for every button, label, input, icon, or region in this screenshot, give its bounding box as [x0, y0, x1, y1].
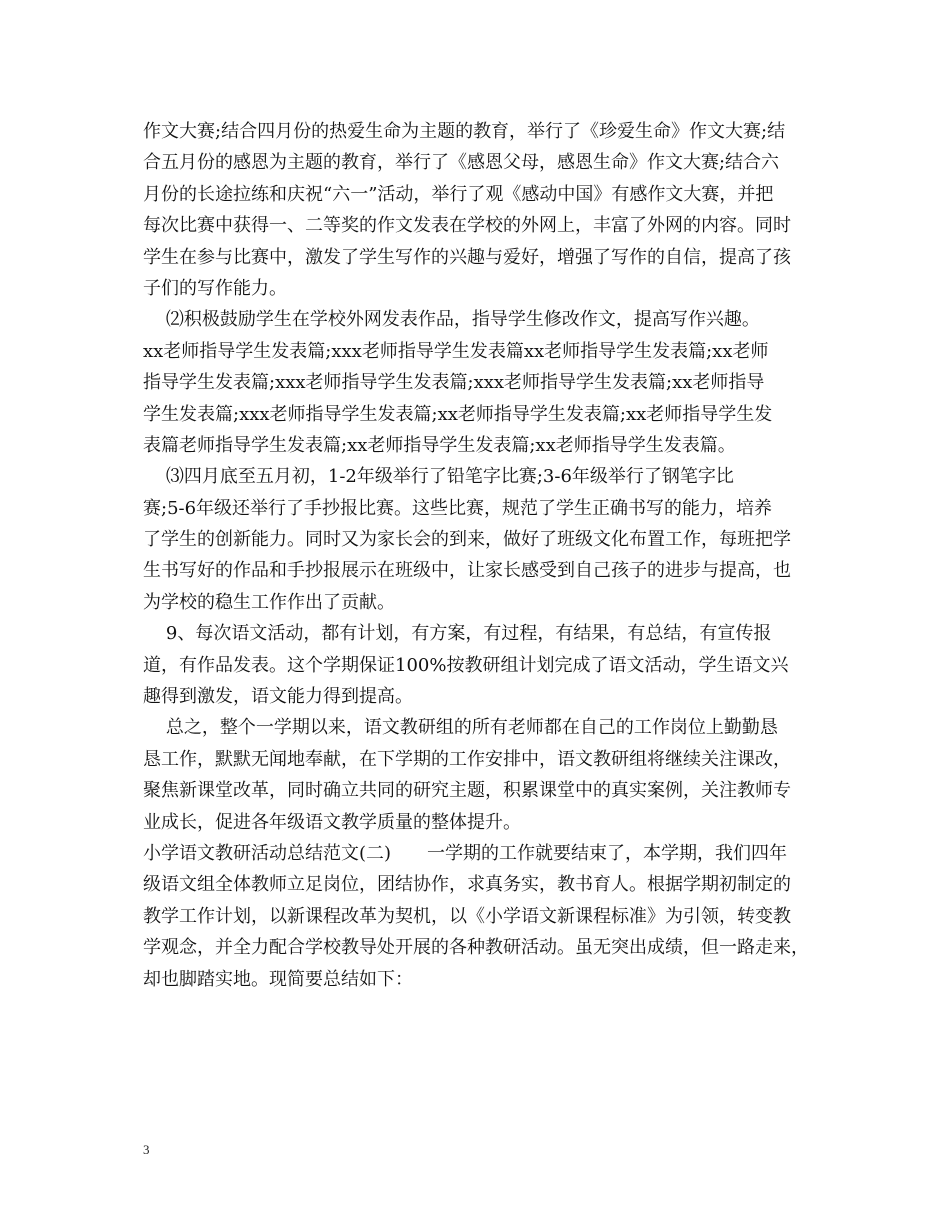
text-line: 生书写好的作品和手抄报展示在班级中，让家长感受到自己孩子的进步与提高，也 — [143, 560, 791, 582]
text-line: 业成长，促进各年级语文教学质量的整体提升。 — [143, 811, 521, 833]
text-line: 学生发表篇;xxx老师指导学生发表篇;xx老师指导学生发表篇;xx老师指导学生发 — [143, 403, 773, 425]
text-line: ⑵积极鼓励学生在学校外网发表作品，指导学生修改作文，提高写作兴趣。 — [143, 309, 760, 331]
text-line: 子们的写作能力。 — [143, 277, 287, 299]
text-line: 级语文组全体教师立足岗位，团结协作，求真务实，教书育人。根据学期初制定的 — [143, 874, 791, 896]
text-line: 指导学生发表篇;xxx老师指导学生发表篇;xxx老师指导学生发表篇;xx老师指导 — [143, 372, 765, 394]
document-body — [143, 116, 843, 995]
text-line: xx老师指导学生发表篇;xxx老师指导学生发表篇xx老师指导学生发表篇;xx老师 — [143, 340, 769, 362]
text-line: 恳工作，默默无闻地奉献，在下学期的工作安排中，语文教研组将继续关注课改， — [143, 748, 791, 770]
text-line: 道，有作品发表。这个学期保证100%按教研组计划完成了语文活动，学生语文兴 — [143, 654, 789, 676]
text-line: 教学工作计划，以新课程改革为契机，以《小学语文新课程标准》为引领，转变教 — [143, 905, 791, 927]
text-line: 为学校的稳生工作作出了贡献。 — [143, 591, 395, 613]
text-line: 学生在参与比赛中，激发了学生写作的兴趣与爱好，增强了写作的自信，提高了孩 — [143, 246, 791, 268]
text-line: 每次比赛中获得一、二等奖的作文发表在学校的外网上，丰富了外网的内容。同时 — [143, 215, 791, 237]
page-number: 3 — [143, 1142, 150, 1157]
text-line: 合五月份的感恩为主题的教育，举行了《感恩父母，感恩生命》作文大赛;结合六 — [143, 152, 780, 174]
text-line: 月份的长途拉练和庆祝“六一”活动，举行了观《感动中国》有感作文大赛，并把 — [143, 183, 774, 205]
text-line: 学观念，并全力配合学校教导处开展的各种教研活动。虽无突出成绩，但一路走来， — [143, 937, 809, 959]
text-line: 9、每次语文活动，都有计划，有方案，有过程，有结果，有总结，有宣传报 — [143, 623, 772, 645]
text-line: 小学语文教研活动总结范文(二) 一学期的工作就要结束了，本学期，我们四年 — [143, 842, 788, 864]
text-line: ⑶四月底至五月初，1-2年级举行了铅笔字比赛;3-6年级举行了钢笔字比 — [143, 466, 734, 488]
text-line: 赛;5-6年级还举行了手抄报比赛。这些比赛，规范了学生正确书写的能力，培养 — [143, 497, 773, 519]
text-line: 表篇老师指导学生发表篇;xx老师指导学生发表篇;xx老师指导学生发表篇。 — [143, 434, 736, 456]
text-line: 作文大赛;结合四月份的热爱生命为主题的教育，举行了《珍爱生命》作文大赛;结 — [143, 121, 786, 142]
text-line: 聚焦新课堂改革，同时确立共同的研究主题，积累课堂中的真实案例，关注教师专 — [143, 780, 791, 802]
text-line: 总之，整个一学期以来，语文教研组的所有老师都在自己的工作岗位上勤勤恳 — [143, 717, 778, 739]
text-line: 趣得到激发，语文能力得到提高。 — [143, 686, 413, 708]
text-line: 却也脚踏实地。现简要总结如下： — [143, 968, 413, 990]
text-line: 了学生的创新能力。同时又为家长会的到来，做好了班级文化布置工作，每班把学 — [143, 529, 791, 551]
